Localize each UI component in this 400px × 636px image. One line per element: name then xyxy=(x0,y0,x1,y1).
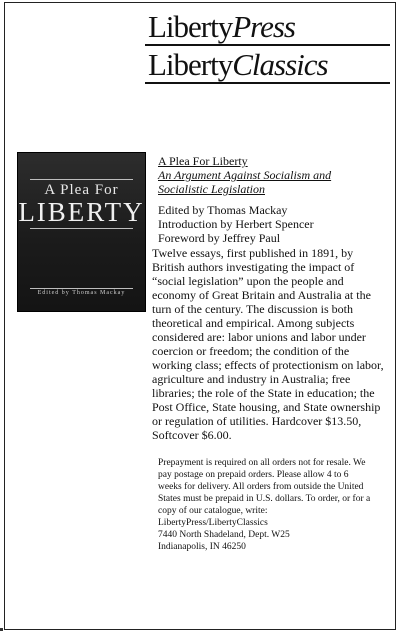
cover-rule xyxy=(30,179,133,180)
book-subtitle xyxy=(158,168,390,196)
ordering-line: weeks for delivery. All orders from outside the United xyxy=(158,482,364,492)
brand-word: Liberty xyxy=(148,9,233,44)
ordering-line: pay postage on prepaid orders. Please allow 4 to 6 xyxy=(158,470,349,480)
subtitle-line: Socialistic Legislation xyxy=(158,182,265,196)
brand-word: Liberty xyxy=(148,47,233,82)
introduction-credit: Introduction by Herbert Spencer xyxy=(158,217,314,231)
cover-title-small: A Plea For xyxy=(44,182,119,198)
scan-mark xyxy=(0,628,3,631)
subtitle-line: An Argument Against Socialism and xyxy=(158,168,332,182)
book-description: Twelve essays, first published in 1891, by British authors investigating the impact of “social legislation” upon the people and economy of Great Britain and Australia at the turn of the century. The discussion is both theoretical and empirical. Among subjects considered are: labor unions and labor under coercion or freedom; the condition of the working class; effects of protectionism on labor, agriculture and industry in Australia; free libraries; the role of the State in education; the Post Office, State housing, and State ownership or regulation of utilities. Hardcover $13.50, Softcover $6.00. xyxy=(152,246,384,442)
ordering-line: copy of our catalogue, write: xyxy=(158,506,268,516)
ordering-line: States must be prepaid in U.S. dollars. To order, or for a xyxy=(158,494,371,504)
address-city: Indianapolis, IN 46250 xyxy=(158,542,246,552)
editor-credit: Edited by Thomas Mackay xyxy=(158,203,288,217)
cover-rule xyxy=(30,288,133,289)
brand-underline xyxy=(145,82,390,84)
cover-rule xyxy=(30,228,133,229)
cover-title-large: LIBERTY xyxy=(18,197,145,227)
brand-liberty-classics xyxy=(148,47,328,82)
address-street: 7440 North Shadeland, Dept. W25 xyxy=(158,530,290,540)
brand-word-italic: Press xyxy=(232,9,295,44)
brand-underline xyxy=(145,44,390,46)
brand-liberty-press xyxy=(148,9,295,44)
book-credits xyxy=(158,203,390,245)
publisher-name: LibertyPress/LibertyClassics xyxy=(158,518,268,528)
brand-word-italic: Classics xyxy=(232,47,328,82)
book-cover-image xyxy=(17,152,146,312)
book-title: A Plea For Liberty xyxy=(158,154,248,168)
cover-author: Edited by Thomas Mackay xyxy=(37,290,126,296)
foreword-credit: Foreword by Jeffrey Paul xyxy=(158,231,281,245)
ordering-line: Prepayment is required on all orders not for resale. We xyxy=(158,458,366,468)
ordering-info xyxy=(158,457,388,553)
